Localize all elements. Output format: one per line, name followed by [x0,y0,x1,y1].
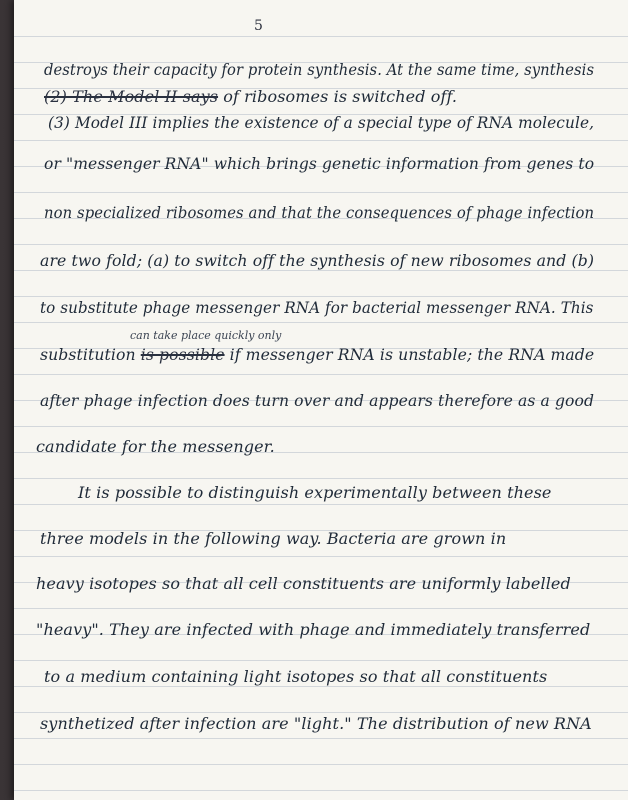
ruled-line [14,504,628,505]
ruled-line [14,36,628,37]
text-line-segment: of ribosomes is switched off. [223,87,458,106]
ruled-line [14,608,628,609]
ruled-line [14,738,628,739]
ruled-line [14,790,628,791]
text-line: destroys their capacity for protein synthesis. At the same time, synthesis [44,60,595,79]
text-line: "heavy". They are infected with phage and immediately transferred [36,620,591,639]
text-line: candidate for the messenger. [36,437,275,456]
struck-text: (2) The Model II says [44,87,219,106]
ruled-line [14,660,628,661]
text-line [40,345,594,364]
ruled-line [14,764,628,765]
ruled-line [14,686,628,687]
text-line: three models in the following way. Bacteria are grown in [40,529,507,548]
ruled-line [14,374,628,375]
text-line [44,87,457,106]
text-line: to a medium containing light isotopes so that all constituents [44,667,548,686]
ruled-line [14,556,628,557]
text-line: (3) Model III implies the existence of a special type of RNA molecule, [48,113,595,132]
text-line: to substitute phage messenger RNA for bacterial messenger RNA. This [40,298,594,317]
text-line: non specialized ribosomes and that the consequences of phage infection [44,203,595,222]
ruled-line [14,244,628,245]
struck-text: is possible [140,345,225,364]
ruled-line [14,712,628,713]
text-line-segment: substitution [40,345,136,364]
ruled-line [14,192,628,193]
ruled-line [14,270,628,271]
page-number: 5 [254,18,263,34]
text-line: It is possible to distinguish experimentally between these [78,483,552,502]
manuscript-page [14,0,628,800]
text-line: after phage infection does turn over and appears therefore as a good [40,391,595,410]
text-line: heavy isotopes so that all cell constituents are uniformly labelled [36,574,571,593]
ruled-line [14,426,628,427]
ruled-line [14,296,628,297]
text-line: synthetized after infection are "light." The distribution of new RNA [40,714,592,733]
ruled-line [14,322,628,323]
insertion-note: can take place quickly only [130,329,282,342]
ruled-line [14,478,628,479]
ruled-line [14,140,628,141]
text-line: are two fold; (a) to switch off the synthesis of new ribosomes and (b) [40,251,595,270]
text-line: or "messenger RNA" which brings genetic information from genes to [44,154,595,173]
text-line-segment: if messenger RNA is unstable; the RNA made [229,345,595,364]
